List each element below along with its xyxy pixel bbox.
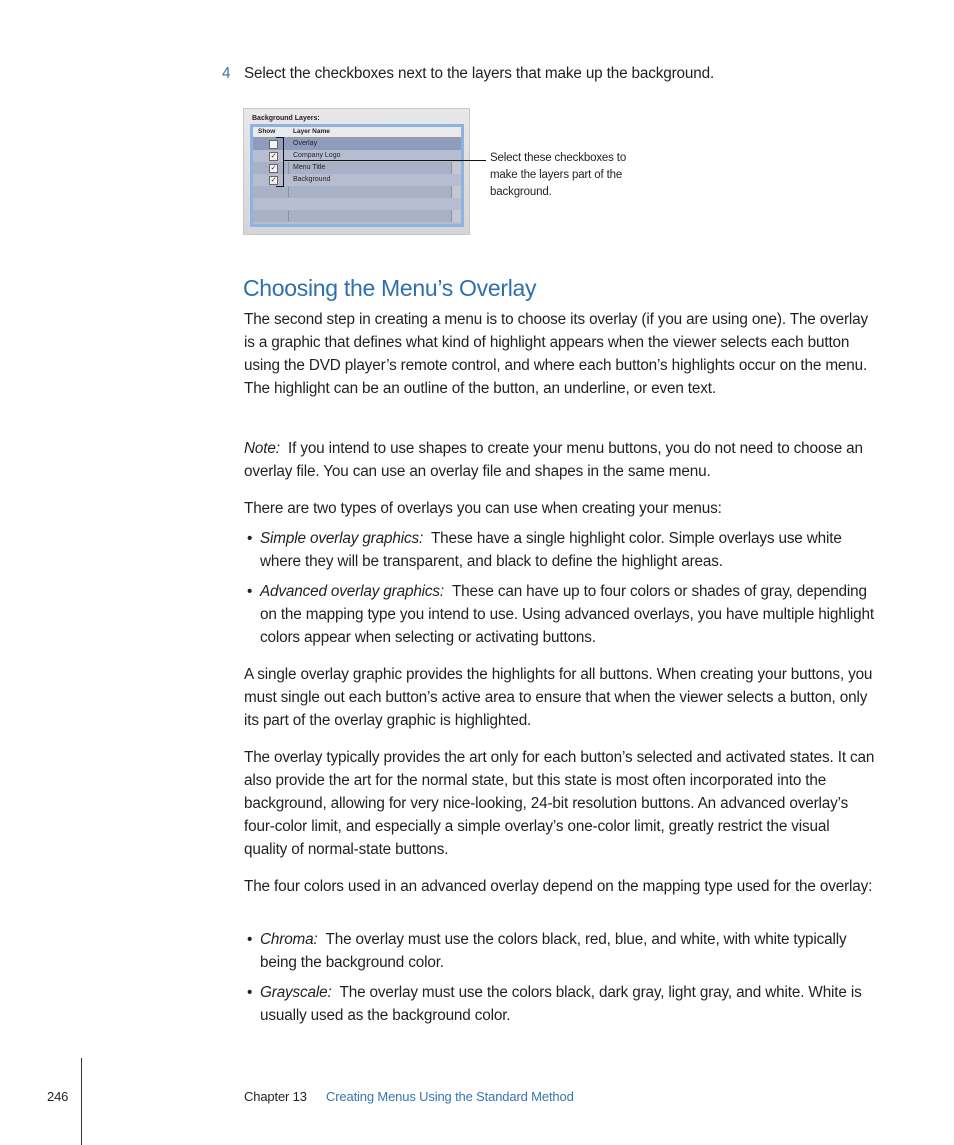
footer-divider (81, 1058, 82, 1145)
bullet-item (244, 928, 876, 974)
show-checkbox[interactable]: ✓ (270, 153, 277, 160)
empty-row (253, 222, 461, 227)
bullet-item (244, 527, 876, 573)
layer-name: Background (293, 176, 331, 183)
bullet-text: These have a single highlight color. Simple overlays use white where they will be transparent, and black to define the highlight areas. (260, 530, 842, 570)
empty-row (253, 210, 461, 222)
bullet-term: Grayscale: (260, 984, 332, 1001)
note-text: If you intend to use shapes to create your menu buttons, you do not need to choose an overlay file. You can use an overlay file and shapes in the same menu. (244, 440, 863, 480)
layer-name: Menu Title (293, 164, 326, 171)
bullet-term: Simple overlay graphics: (260, 530, 424, 547)
empty-row (253, 186, 461, 198)
show-checkbox[interactable]: ✓ (270, 177, 277, 184)
footer-chapter: Chapter 13 (244, 1089, 307, 1104)
paragraph: The four colors used in an advanced overlay depend on the mapping type used for the overlay: (244, 878, 873, 895)
bullet-term: Advanced overlay graphics: (260, 583, 445, 600)
paragraph: The overlay typically provides the art only for each button’s selected and activated states. It can also provide the art for the normal state, but this state is most often incorporated into the background, allowing for very nice-looking, 24-bit resolution buttons. An advanced overlay’s four-color limit, and especially a simple overlay’s one-color limit, greatly restrict the visual quality of normal-state buttons. (244, 749, 875, 858)
bullet: • (247, 931, 253, 948)
figure-callout: Select these checkboxes to make the layers part of the background. (490, 152, 627, 198)
step-text: Select the checkboxes next to the layers that make up the background. (244, 65, 715, 82)
paragraph: A single overlay graphic provides the highlights for all buttons. When creating your buttons, you must single out each button’s active area to ensure that when the viewer selects a button, only its part of the overlay graphic is highlighted. (244, 666, 873, 729)
paragraph: The second step in creating a menu is to choose its overlay (if you are using one). The overlay is a graphic that defines what kind of highlight appears when the viewer selects each button using the DVD player’s remote control, and where each button’s highlights occur on the menu. The highlight can be an outline of the button, an underline, or even text. (244, 311, 869, 397)
bullet: • (247, 984, 253, 1001)
bullet-item (244, 981, 876, 1027)
callout-leader-line (283, 160, 486, 161)
page-number: 246 (47, 1089, 69, 1104)
section-heading: Choosing the Menu’s Overlay (243, 275, 537, 301)
empty-row (253, 198, 461, 210)
col-show: Show (258, 128, 276, 135)
layer-name: Company Logo (293, 152, 341, 159)
show-checkbox[interactable]: ✓ (270, 165, 277, 172)
bullet: • (247, 530, 253, 547)
layer-name: Overlay (293, 140, 318, 147)
bullet-text: These can have up to four colors or shades of gray, depending on the mapping type you intend to use. Using advanced overlays, you have multiple highlight colors appear when selecting or activating buttons. (260, 583, 874, 646)
bullet-item (244, 580, 876, 649)
layer-row[interactable] (253, 162, 461, 174)
footer-chapter-title: Creating Menus Using the Standard Method (326, 1089, 574, 1104)
bullet-text: The overlay must use the colors black, red, blue, and white, with white typically being the background color. (260, 931, 847, 971)
bullet-text: The overlay must use the colors black, dark gray, light gray, and white. White is usually used as the background color. (260, 984, 862, 1024)
bullet: • (247, 583, 253, 600)
layer-row[interactable] (253, 174, 461, 186)
figure-title: Background Layers: (252, 115, 320, 122)
paragraph: There are two types of overlays you can use when creating your menus: (244, 500, 722, 517)
note-label: Note: (244, 440, 280, 457)
step-number: 4 (222, 65, 231, 82)
layer-row[interactable] (253, 138, 461, 150)
callout-bracket (276, 137, 284, 187)
bullet-term: Chroma: (260, 931, 318, 948)
note (244, 437, 876, 483)
table-header (253, 127, 461, 138)
col-layer-name: Layer Name (293, 128, 330, 135)
